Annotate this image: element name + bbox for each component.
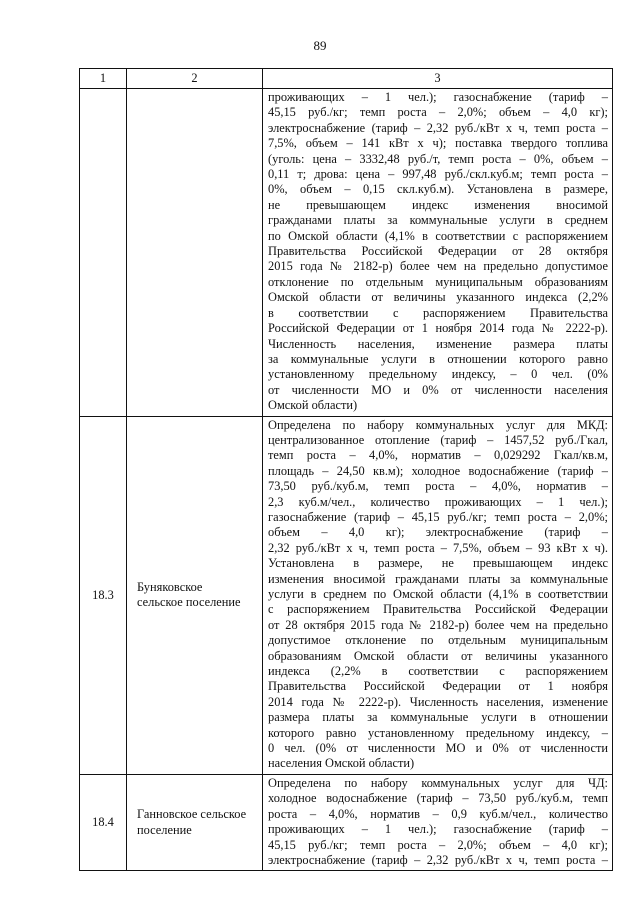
description-line: в соответствии с распоряжением Правительства: [268, 305, 608, 320]
description-line: 0 чел. (0% от численности МО и 0% от численности: [268, 741, 608, 756]
description-line: которого равно установленному предельному индексу, –: [268, 725, 608, 740]
description-line: роста – 4,0%, норматив – 0,9 куб.м/чел., количество: [268, 806, 608, 821]
settlement-name-line: сельское поселение: [137, 595, 241, 610]
description-line: Определена по набору коммунальных услуг для ЧД:: [268, 775, 608, 790]
description-line: за коммунальные услуги в отношении которого равно: [268, 351, 608, 366]
row-number-cell: 18.3: [80, 416, 127, 774]
table-row: [80, 89, 613, 417]
settlement-name-cell: [127, 416, 263, 774]
description-line: услуги в среднем по Омской области (4,1% в соответствии: [268, 587, 608, 601]
header-cell-2: 2: [127, 69, 263, 89]
settlement-name-line: Ганновское сельское: [137, 807, 247, 822]
description-cell: [263, 774, 613, 870]
settlement-name-line: Буняковское: [137, 579, 203, 594]
row-number-cell: 18.4: [80, 774, 127, 870]
description-line: не превышающем индекс изменения вносимой: [268, 197, 608, 212]
description-line: размера платы за коммунальные услуги в отношении: [268, 710, 608, 725]
description-line: холодное водоснабжение (тариф – 73,50 руб./куб.м, темп: [268, 791, 608, 806]
description-line: Омской области): [268, 398, 358, 413]
description-line: проживающих – 1 чел.); газоснабжение (тариф –: [268, 90, 608, 104]
row-number-cell: [80, 89, 127, 417]
description-line: Омской области от величины указанного индекса (2,2%: [268, 290, 608, 305]
description-line: 0,11 т; дрова: цена – 997,48 руб./скл.куб.м; темп роста –: [268, 167, 608, 182]
header-cell-1: 1: [80, 69, 127, 89]
description-line: 7,5%, объем – 141 кВт х ч); поставка твердого топлива: [268, 136, 608, 151]
description-line: по Омской области (4,1% в соответствии с распоряжением: [268, 228, 608, 243]
description-cell: [263, 89, 613, 417]
description-line: объем – 4,0 кг); электроснабжение (тариф –: [268, 525, 608, 540]
description-line: индекса (2,2% в соответствии с распоряжением: [268, 664, 608, 679]
description-line: газоснабжение (тариф – 45,15 руб./кг; темп роста – 2,0%;: [268, 509, 608, 524]
description-line: отклонение по отдельным муниципальным образованиям: [268, 274, 608, 289]
description-line: образованиям Омской области от величины указанного: [268, 648, 608, 663]
header-cell-3: 3: [263, 69, 613, 89]
description-line: электроснабжение (тариф – 2,32 руб./кВт х ч, темп роста –: [268, 852, 608, 867]
description-line: установленному предельному индексу, – 0 чел. (0%: [268, 367, 608, 382]
description-line: изменения вносимой гражданами платы за коммунальные: [268, 571, 608, 586]
description-line: 45,15 руб./кг; темп роста – 2,0%; объем – 4,0 кг);: [268, 837, 608, 852]
description-line: Правительства Российской Федерации от 28 октября: [268, 244, 608, 259]
description-line: 2014 года № 2222-р). Численность населения, изменение: [268, 694, 608, 709]
description-line: с распоряжением Правительства Российской Федерации: [268, 602, 608, 617]
settlement-name-cell: [127, 774, 263, 870]
page-number: 89: [313, 38, 327, 53]
table-header-row: [80, 69, 613, 89]
description-line: Российской Федерации от 1 ноября 2014 года № 2222-р).: [268, 321, 608, 336]
description-line: электроснабжение (тариф – 2,32 руб./кВт х ч, темп роста –: [268, 120, 608, 135]
description-line: проживающих – 1 чел.); газоснабжение (тариф –: [268, 822, 608, 837]
tariff-table: [79, 68, 613, 871]
description-line: Установлена в размере, не превышающем индекс: [268, 556, 608, 571]
description-line: площадь – 24,50 кв.м); холодное водоснабжение (тариф –: [268, 463, 608, 478]
table-row: [80, 416, 613, 774]
description-line: 2015 года № 2182-р) более чем на предельно допустимое: [268, 259, 608, 274]
description-line: Правительства Российской Федерации от 1 ноября: [268, 679, 608, 694]
description-line: гражданами платы за коммунальные услуги в среднем: [268, 213, 608, 228]
description-line: населения Омской области): [268, 756, 415, 771]
description-line: допустимое отклонение по отдельным муниципальным: [268, 633, 608, 648]
description-line: 0%, объем – 0,15 скл.куб.м). Установлена в размере,: [268, 182, 608, 197]
description-line: 2,3 куб.м/чел., количество проживающих – 1 чел.);: [268, 494, 608, 509]
description-cell: [263, 416, 613, 774]
description-line: Определена по набору коммунальных услуг для МКД:: [268, 417, 608, 432]
description-line: темп роста – 4,0%, норматив – 0,029292 Гкал/кв.м,: [268, 448, 608, 463]
description-line: от 28 октября 2015 года № 2182-р) более чем на предельно: [268, 617, 608, 632]
table-row: [80, 774, 613, 870]
description-line: от численности МО и 0% от численности населения: [268, 382, 608, 397]
description-line: 73,50 руб./куб.м, темп роста – 4,0%, норматив –: [268, 479, 608, 494]
description-line: централизованное отопление (тариф – 1457,52 руб./Гкал,: [268, 432, 608, 447]
settlement-name-line: поселение: [137, 822, 192, 837]
description-line: 45,15 руб./кг; темп роста – 2,0%; объем – 4,0 кг);: [268, 105, 608, 120]
description-line: 2,32 руб./кВт х ч, темп роста – 7,5%, объем – 93 кВт х ч).: [268, 540, 608, 555]
settlement-name-cell: [127, 89, 263, 417]
description-line: Численность населения, изменение размера платы: [268, 336, 608, 351]
description-line: (уголь: цена – 3332,48 руб./т, темп роста – 0%, объем –: [268, 151, 608, 166]
